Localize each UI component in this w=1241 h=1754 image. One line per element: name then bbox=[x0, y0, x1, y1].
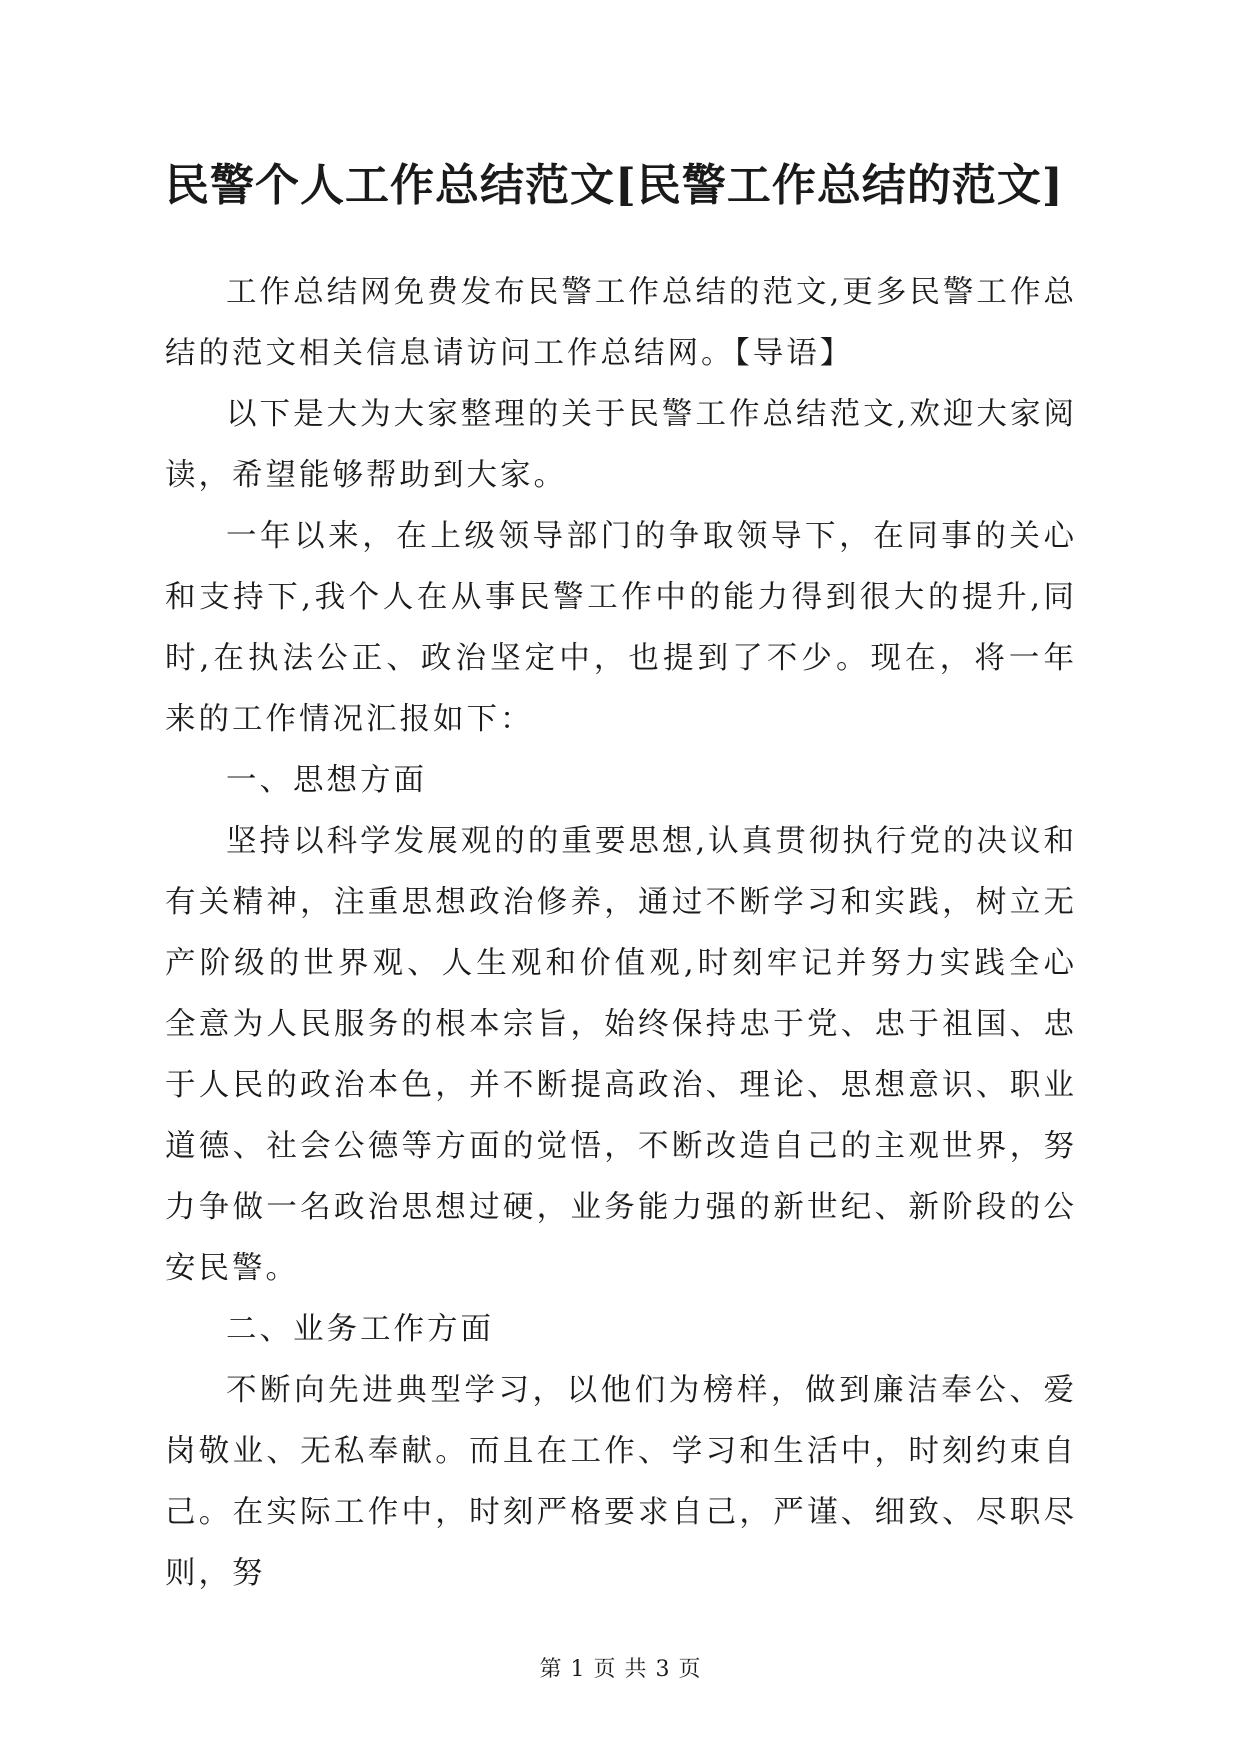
paragraph-work: 不断向先进典型学习，以他们为榜样，做到廉洁奉公、爱岗敬业、无私奉献。而且在工作、学习和生活中，时刻约束自己。在实际工作中，时刻严格要求自己，严谨、细致、尽职尽则，努 bbox=[165, 1373, 1077, 1591]
page-footer: 第 1 页 共 3 页 bbox=[539, 1657, 702, 1682]
section-heading-ideology: 一、思想方面 bbox=[226, 763, 427, 798]
section-heading-work: 二、业务工作方面 bbox=[226, 1312, 494, 1347]
paragraph-overview: 一年以来，在上级领导部门的争取领导下，在同事的关心和支持下,我个人在从事民警工作中的能力得到很大的提升,同时,在执法公正、政治坚定中，也提到了不少。现在，将一年来的工作情况汇报如下： bbox=[165, 519, 1077, 737]
document-title: 民警个人工作总结范文[民警工作总结的范文] bbox=[165, 160, 1064, 211]
paragraph-intro: 工作总结网免费发布民警工作总结的范文,更多民警工作总结的范文相关信息请访问工作总结网。【导语】 bbox=[165, 275, 1077, 371]
paragraph-ideology: 坚持以科学发展观的的重要思想,认真贯彻执行党的决议和有关精神，注重思想政治修养，通过不断学习和实践，树立无产阶级的世界观、人生观和价值观,时刻牢记并努力实践全心全意为人民服务的根本宗旨，始终保持忠于党、忠于祖国、忠于人民的政治本色，并不断提高政治、理论、思想意识、职业道德、社会公德等方面的觉悟，不断改造自己的主观世界，努力争做一名政治思想过硬，业务能力强的新世纪、新阶段的公安民警。 bbox=[165, 824, 1077, 1286]
document-body bbox=[165, 262, 1077, 1604]
paragraph-lead: 以下是大为大家整理的关于民警工作总结范文,欢迎大家阅读，希望能够帮助到大家。 bbox=[165, 397, 1077, 493]
